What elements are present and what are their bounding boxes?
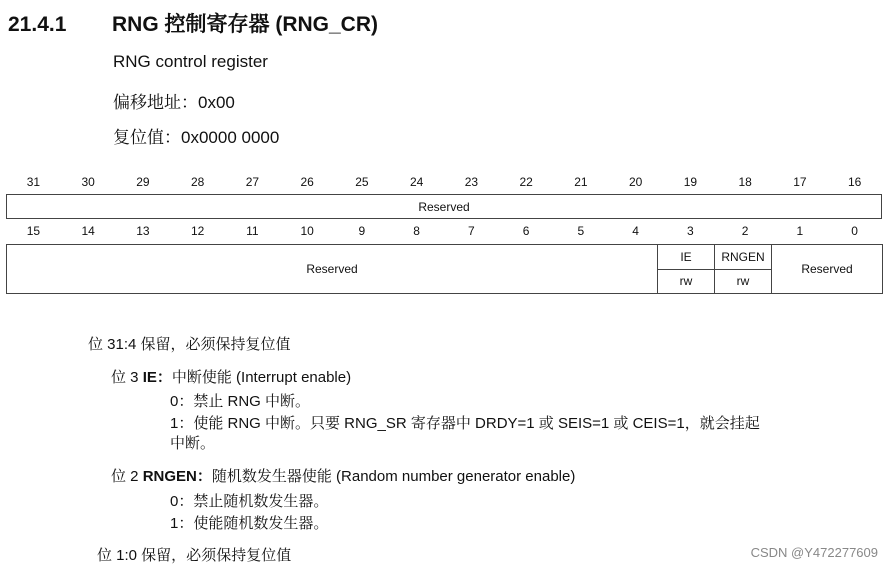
bit2-desc <box>111 465 575 486</box>
bit-number-13: 13 <box>136 224 150 238</box>
bit-number-7: 7 <box>468 224 475 238</box>
ie-access: rw <box>658 269 715 294</box>
register-upper-row <box>6 194 882 219</box>
lower-reserved-right: Reserved <box>772 245 883 294</box>
bit-number-31: 31 <box>26 175 41 189</box>
ie-field: IE <box>658 245 715 270</box>
bit-number-11: 11 <box>246 224 259 238</box>
bit-number-30: 30 <box>81 175 95 189</box>
bit-number-5: 5 <box>577 224 585 238</box>
bit-numbers-high <box>6 172 882 192</box>
bit-number-27: 27 <box>245 175 260 189</box>
bit-number-1: 1 <box>796 224 804 238</box>
bit2-value0: 0：禁止随机数发生器。 <box>170 493 329 510</box>
bit-number-22: 22 <box>519 175 533 189</box>
bit-number-29: 29 <box>136 175 150 189</box>
section-title: RNG 控制寄存器 (RNG_CR) <box>112 13 378 36</box>
bit-number-4: 4 <box>632 224 639 238</box>
bit-number-12: 12 <box>190 224 205 238</box>
register-lower-row <box>6 244 883 294</box>
bit3-desc <box>111 366 351 387</box>
bit-number-23: 23 <box>464 175 479 189</box>
bit2-prefix: 位 2 <box>111 468 143 485</box>
lower-reserved-left: Reserved <box>7 245 658 294</box>
bit-number-21: 21 <box>574 175 588 189</box>
bit-number-15: 15 <box>26 224 41 238</box>
bit-numbers-low <box>6 221 882 241</box>
bit-number-6: 6 <box>522 224 530 238</box>
bit3-value0: 0：禁止 RNG 中断。 <box>170 393 311 410</box>
bit-number-10: 10 <box>300 224 314 238</box>
section-number: 21.4.1 <box>8 13 67 36</box>
bit-number-3: 3 <box>687 224 694 238</box>
bit-number-19: 19 <box>683 175 698 189</box>
rngen-field: RNGEN <box>715 245 772 270</box>
bit-number-14: 14 <box>81 224 95 238</box>
bit-number-24: 24 <box>409 175 424 189</box>
reset-value: 复位值：0x0000 0000 <box>113 128 280 147</box>
offset-address: 偏移地址：0x00 <box>113 93 235 112</box>
bit3-prefix: 位 3 <box>111 369 143 386</box>
rngen-access: rw <box>715 269 772 294</box>
bits31-4-desc: 位 31:4 保留，必须保持复位值 <box>88 336 291 353</box>
register-subtitle: RNG control register <box>113 52 268 71</box>
bit3-text: 中断使能 (Interrupt enable) <box>171 369 352 386</box>
watermark: CSDN @Y472277609 <box>750 545 878 560</box>
section-heading <box>8 8 378 38</box>
bit-number-0: 0 <box>851 224 858 238</box>
bit3-value1: 1：使能 RNG 中断。只要 RNG_SR 寄存器中 DRDY=1 或 SEIS=1 或 CEIS=1，就会挂起 <box>170 415 760 432</box>
bit-number-9: 9 <box>358 224 366 238</box>
bit-number-18: 18 <box>738 175 752 189</box>
bit2-value1: 1：使能随机数发生器。 <box>170 515 329 532</box>
bit-number-26: 26 <box>300 175 314 189</box>
upper-reserved-field: Reserved <box>7 195 882 219</box>
bit-number-16: 16 <box>847 175 862 189</box>
bit3-name: IE： <box>142 369 172 386</box>
bit-number-20: 20 <box>628 175 643 189</box>
bit-number-28: 28 <box>190 175 205 189</box>
bit-number-25: 25 <box>355 175 369 189</box>
bit-number-8: 8 <box>413 224 420 238</box>
bit-number-2: 2 <box>741 224 749 238</box>
bit3-value1-cont: 中断。 <box>170 435 216 452</box>
bit-number-17: 17 <box>793 175 807 189</box>
bit2-text: 随机数发生器使能 (Random number generator enable) <box>211 468 576 485</box>
bits1-0-desc: 位 1:0 保留，必须保持复位值 <box>97 547 292 564</box>
bit2-name: RNGEN： <box>142 468 212 485</box>
